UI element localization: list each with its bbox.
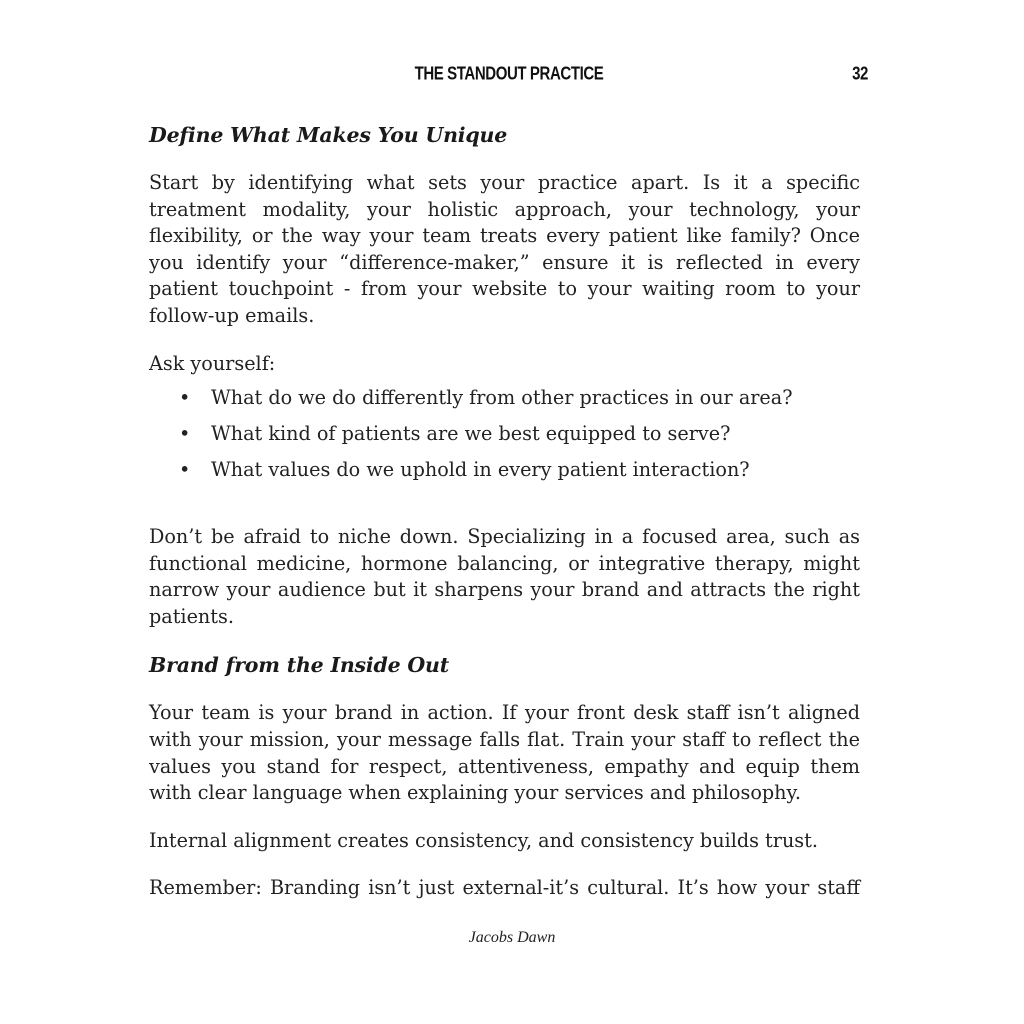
bullet-icon: • [179,458,191,482]
page-number: 32 [852,63,868,85]
running-header-title: THE STANDOUT PRACTICE [414,63,604,85]
list-item-text: What kind of patients are we best equipped to serve? [211,422,731,446]
paragraph-intro: Start by identifying what sets your practice apart. Is it a specific treatment modality, your holistic approach, your technology, your flexibility, or the way your team treats every patient like family? Once you identify your “difference-maker,” ensure it is reflected in every patient touchpoint - from your website to your waiting room to your follow-up emails. [149,171,860,327]
list-item-text: What do we do differently from other practices in our area? [211,386,793,410]
paragraph-niche: Don’t be afraid to niche down. Specializing in a focused area, such as functional medicine, hormone balancing, or integrative therapy, might narrow your audience but it sharpens your brand and attracts the right patients. [149,524,860,628]
paragraph-ask-yourself: Ask yourself: [149,351,276,375]
list-item [149,385,860,412]
footer-author: Jacobs Dawn [468,929,556,946]
page-body [149,121,860,923]
bullet-icon: • [179,386,191,410]
paragraph-alignment: Internal alignment creates consistency, and consistency builds trust. [149,828,818,852]
section-heading-inside-out: Brand from the Inside Out [149,653,450,678]
paragraph-remember: Remember: Branding isn’t just external-it’s cultural. It’s how your staff [149,876,860,900]
running-header [150,63,868,85]
list-item [149,457,860,484]
list-item-text: What values do we uphold in every patient interaction? [211,458,750,482]
bullet-icon: • [179,422,191,446]
section-heading-unique: Define What Makes You Unique [149,123,508,147]
list-item [149,421,860,448]
paragraph-team: Your team is your brand in action. If your front desk staff isn’t aligned with your mission, your message falls flat. Train your staff to reflect the values you stand for respect, attentiveness, empathy and equip them with clear language when explaining your services and philosophy. [149,701,860,805]
question-list [149,385,860,484]
